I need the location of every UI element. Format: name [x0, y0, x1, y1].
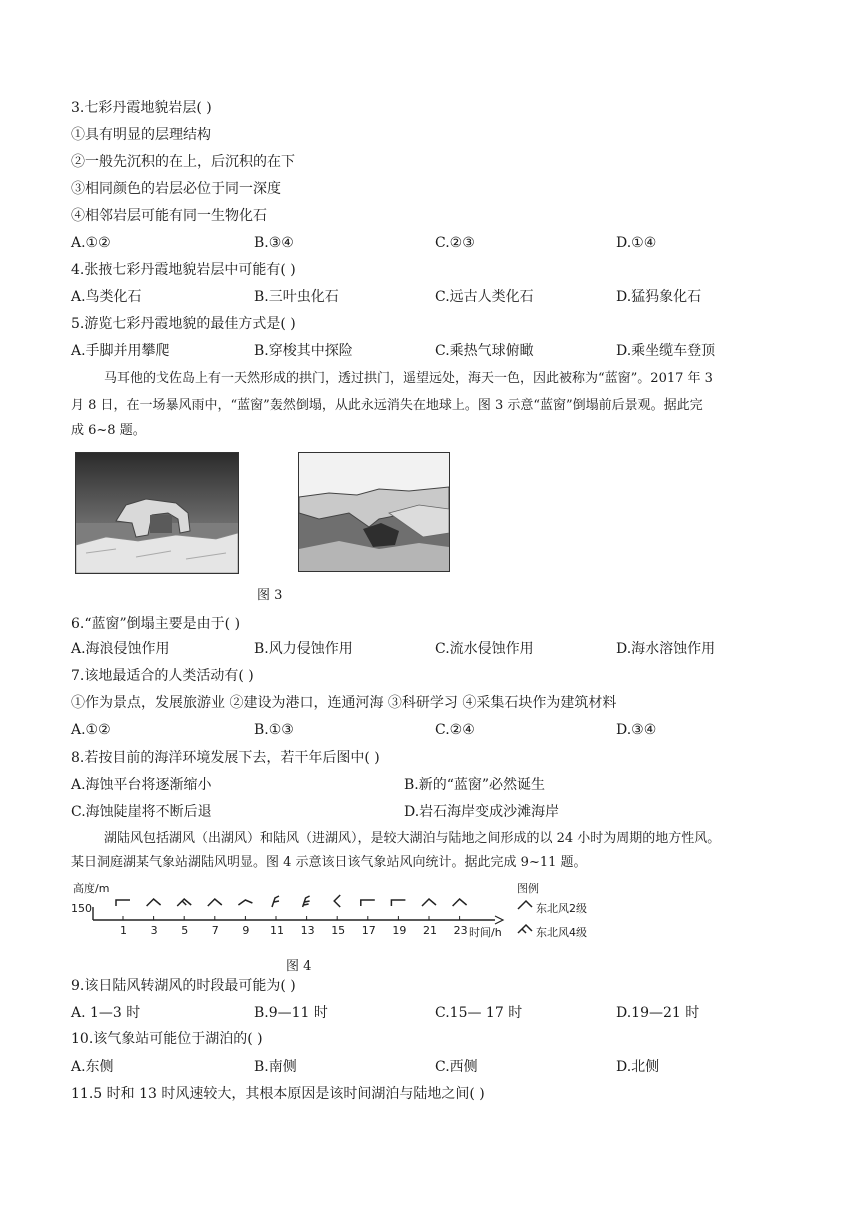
q6-stem: 6.“蓝窗”倒塌主要是由于( ) [71, 616, 241, 632]
q4-option-a[interactable]: A.鸟类化石 [71, 289, 142, 305]
q9-stem: 9.该日陆风转湖风的时段最可能为( ) [71, 978, 296, 994]
q5-options [71, 341, 791, 361]
q10-option-d[interactable]: D.北侧 [616, 1059, 660, 1075]
q3-option-c[interactable]: C.②③ [435, 235, 475, 251]
q11-stem: 11.5 时和 13 时风速较大，其根本原因是该时间湖泊与陆地之间( ) [71, 1086, 485, 1102]
q10-option-a[interactable]: A.东侧 [71, 1059, 114, 1075]
hour-label: 13 [300, 924, 315, 937]
q9-option-a[interactable]: A. 1—3 时 [71, 1005, 141, 1021]
wind-barb [238, 900, 252, 905]
q7-statements: ①作为景点，发展旅游业 ②建设为港口，连通河海 ③科研学习 ④采集石块作为建筑材料 [71, 695, 617, 711]
q3-statement-2: ②一般先沉积的在上，后沉积的在下 [71, 154, 295, 170]
legend-item-1: 东北风2级 [536, 902, 587, 915]
intro-6-8-line-2: 月 8 日，在一场暴风雨中，“蓝窗”轰然倒塌，从此永远消失在地球上。图 3 示意“蓝窗”倒塌前后景观。据此完 [71, 398, 703, 413]
q5-stem: 5.游览七彩丹霞地貌的最佳方式是( ) [71, 316, 296, 332]
wind-barb [361, 900, 375, 906]
wind-barb [177, 899, 191, 906]
q8-option-c[interactable]: C.海蚀陡崖将不断后退 [71, 804, 212, 820]
q9-option-d[interactable]: D.19—21 时 [616, 1005, 700, 1021]
wind-barb [334, 895, 340, 907]
q8-options-row-2 [71, 802, 791, 822]
hour-label: 3 [150, 924, 158, 937]
wind-barb [147, 899, 161, 906]
wind-barb [422, 899, 436, 906]
intro-6-8-line-3: 成 6~8 题。 [71, 423, 146, 438]
q3-option-b[interactable]: B.③④ [254, 235, 294, 251]
q8-option-b[interactable]: B.新的“蓝窗”必然诞生 [404, 777, 546, 793]
legend-barb-4 [518, 925, 532, 933]
q8-stem: 8.若按目前的海洋环境发展下去，若干年后图中( ) [71, 750, 380, 766]
hour-label: 5 [181, 924, 189, 937]
blue-window-after-photo [298, 452, 450, 572]
q10-option-c[interactable]: C.西侧 [435, 1059, 478, 1075]
q7-option-a[interactable]: A.①② [71, 722, 111, 738]
intro-9-11-line-1: 湖陆风包括湖风（出湖风）和陆风（进湖风），是较大湖泊与陆地之间形成的以 24 小时为周期的地方性风。 [104, 831, 721, 846]
wind-barb [303, 896, 310, 907]
q5-option-d[interactable]: D.乘坐缆车登顶 [616, 343, 716, 359]
wind-barb [116, 900, 130, 906]
hour-label: 19 [392, 924, 407, 937]
height-value-label: 150 [71, 902, 92, 915]
q9-option-c[interactable]: C.15— 17 时 [435, 1005, 523, 1021]
q3-statement-3: ③相同颜色的岩层必位于同一深度 [71, 181, 281, 197]
q3-stem: 3.七彩丹霞地貌岩层( ) [71, 100, 212, 116]
q8-options-row-1 [71, 775, 791, 795]
wind-barb [272, 896, 279, 907]
wind-barb [453, 899, 467, 906]
q7-option-c[interactable]: C.②④ [435, 722, 475, 738]
blue-window-before-photo [75, 452, 239, 574]
q3-statement-4: ④相邻岩层可能有同一生物化石 [71, 208, 267, 224]
legend-barb-2 [518, 901, 532, 909]
q8-option-a[interactable]: A.海蚀平台将逐渐缩小 [71, 777, 212, 793]
q6-option-b[interactable]: B.风力侵蚀作用 [254, 641, 353, 657]
q8-option-d[interactable]: D.岩石海岸变成沙滩海岸 [404, 804, 560, 820]
q3-statement-1: ①具有明显的层理结构 [71, 127, 211, 143]
q10-option-b[interactable]: B.南侧 [254, 1059, 297, 1075]
q7-stem: 7.该地最适合的人类活动有( ) [71, 668, 254, 684]
q3-option-d[interactable]: D.①④ [616, 235, 657, 251]
hour-label: 7 [211, 924, 219, 937]
y-axis-label: 高度/m [73, 882, 110, 895]
q5-option-b[interactable]: B.穿梭其中探险 [254, 343, 353, 359]
q4-stem: 4.张掖七彩丹霞地貌岩层中可能有( ) [71, 262, 296, 278]
q7-option-d[interactable]: D.③④ [616, 722, 657, 738]
q4-options [71, 287, 791, 307]
intro-9-11-line-2: 某日洞庭湖某气象站湖陆风明显。图 4 示意该日该气象站风向统计。据此完成 9~11 题。 [71, 855, 587, 870]
q7-options [71, 720, 791, 740]
q3-option-a[interactable]: A.①② [71, 235, 111, 251]
x-axis-label: 时间/h [469, 926, 502, 939]
hour-label: 21 [423, 924, 437, 937]
figure-3-caption: 图 3 [257, 588, 283, 603]
wind-barb [208, 899, 222, 906]
hour-label: 15 [331, 924, 346, 937]
q9-option-b[interactable]: B.9—11 时 [254, 1005, 328, 1021]
q4-option-d[interactable]: D.猛犸象化石 [616, 289, 702, 305]
hour-label: 9 [242, 924, 250, 937]
hour-label: 11 [270, 924, 284, 937]
q4-option-c[interactable]: C.远古人类化石 [435, 289, 534, 305]
figure-4-caption: 图 4 [286, 959, 312, 974]
hour-label: 1 [120, 924, 127, 937]
q7-option-b[interactable]: B.①③ [254, 722, 294, 738]
q6-option-a[interactable]: A.海浪侵蚀作用 [71, 641, 170, 657]
legend-item-2: 东北风4级 [536, 926, 587, 939]
q10-stem: 10.该气象站可能位于湖泊的( ) [71, 1031, 263, 1047]
wind-barb [391, 900, 405, 906]
q3-options [71, 233, 791, 253]
q10-options [71, 1057, 791, 1077]
wind-direction-figure [71, 880, 601, 942]
q6-option-d[interactable]: D.海水溶蚀作用 [616, 641, 716, 657]
q9-options [71, 1003, 791, 1023]
q6-options [71, 639, 791, 659]
legend-title: 图例 [517, 882, 539, 895]
q6-option-c[interactable]: C.流水侵蚀作用 [435, 641, 534, 657]
hour-label: 23 [453, 924, 468, 937]
q5-option-a[interactable]: A.手脚并用攀爬 [71, 343, 170, 359]
q5-option-c[interactable]: C.乘热气球俯瞰 [435, 343, 534, 359]
q4-option-b[interactable]: B.三叶虫化石 [254, 289, 339, 305]
hour-label: 17 [361, 924, 376, 937]
intro-6-8-line-1: 马耳他的戈佐岛上有一天然形成的拱门，透过拱门，遥望远处，海天一色，因此被称为“蓝窗”。2017 年 3 [104, 371, 713, 386]
